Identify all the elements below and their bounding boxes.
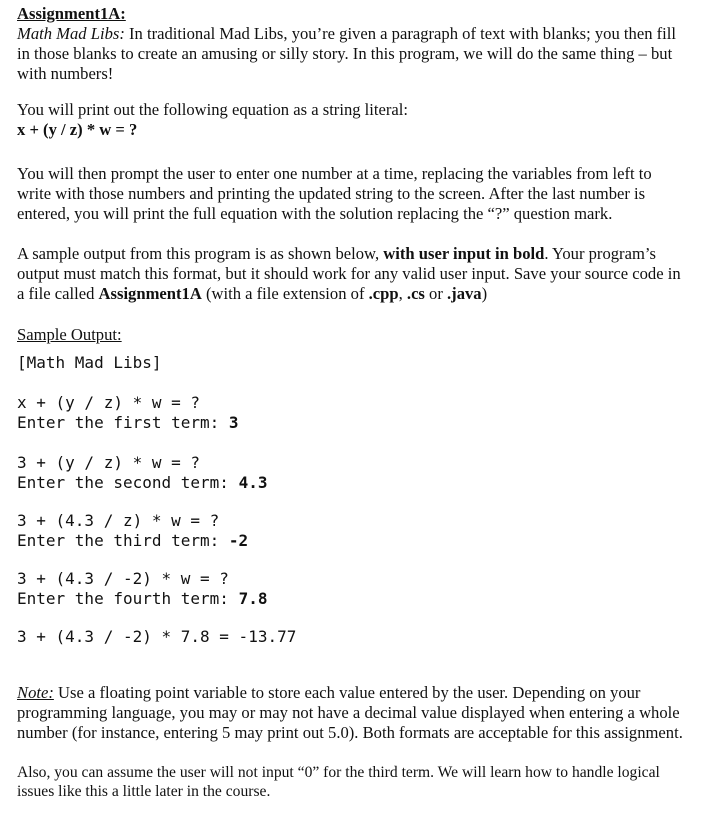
sample-result: 3 + (4.3 / -2) * 7.8 = -13.77 (17, 627, 297, 646)
sample-output-banner: [Math Mad Libs] (17, 353, 162, 372)
prompt-paragraph: You will then prompt the user to enter one number at a time, replacing the variables from left to write with those numbers and printing the updated string to the screen. After the last number is entered, you will print the full equation with the solution replacing the “?” question mark. (17, 164, 652, 223)
intro-paragraph (17, 24, 688, 84)
step-equation: x + (y / z) * w = ? (17, 393, 201, 412)
user-input: 7.8 (238, 589, 268, 608)
sample-step-1 (17, 393, 688, 433)
note-label: Note: (17, 683, 54, 702)
step-equation: 3 + (4.3 / z) * w = ? (17, 511, 220, 530)
intro-text: In traditional Mad Libs, you’re given a paragraph of text with blanks; you then fill in those blanks to create an amusing or silly story. In this program, we will do the same thing – but with numbers! (17, 24, 677, 83)
user-input: -2 (228, 531, 249, 550)
intro-lead: Math Mad Libs: (17, 24, 125, 43)
step-prompt: Enter the third term: -2 (17, 531, 249, 550)
closing-paragraph: Also, you can assume the user will not input “0” for the third term. We will learn how to handle logical issues like this a little later in the course. (17, 764, 660, 800)
sample-paragraph: A sample output from this program is as shown below, with user input in bold. Your program’s output must match this format, but it should work for any valid user input. Save your source code in a file called Assignment1A (with a file extension of .cpp, .cs or .java) (17, 244, 681, 303)
assignment-title: Assignment1A: (17, 4, 126, 23)
equation-intro: You will print out the following equation as a string literal: (17, 100, 408, 119)
user-input: 4.3 (238, 473, 268, 492)
user-input: 3 (228, 413, 239, 432)
step-equation: 3 + (4.3 / -2) * w = ? (17, 569, 229, 588)
step-equation: 3 + (y / z) * w = ? (17, 453, 201, 472)
sample-step-3 (17, 511, 688, 551)
equation-literal: x + (y / z) * w = ? (17, 120, 138, 139)
step-prompt: Enter the fourth term: 7.8 (17, 589, 268, 608)
sample-output-heading: Sample Output: (17, 325, 122, 344)
sample-step-4 (17, 569, 688, 609)
sample-step-2 (17, 453, 688, 493)
note-paragraph: Note: Use a floating point variable to store each value entered by the user. Depending on your programming language, you may or may not have a decimal value displayed when entering a whole number (for instance, entering 5 may print out 5.0). Both formats are acceptable for this assignment. (17, 683, 683, 742)
step-prompt: Enter the second term: 4.3 (17, 473, 268, 492)
step-prompt: Enter the first term: 3 (17, 413, 239, 432)
